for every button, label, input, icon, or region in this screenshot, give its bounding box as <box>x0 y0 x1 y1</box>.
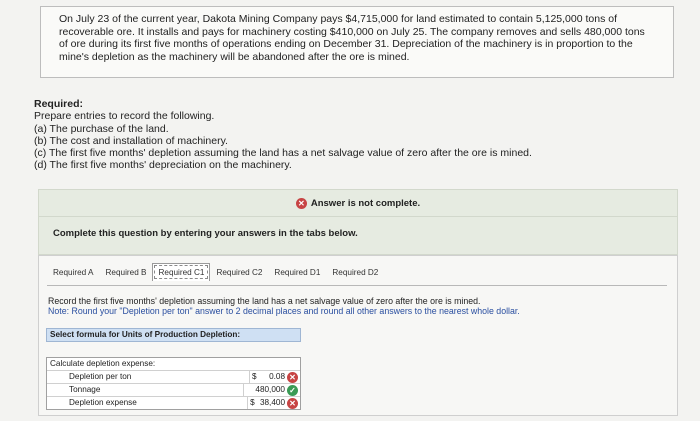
instruction-text: Complete this question by entering your answers in the tabs below. <box>53 228 358 239</box>
answer-status-bar <box>39 190 677 217</box>
calc-value: 480,000 <box>255 385 285 394</box>
required-item-c: (c) The first five months' depletion assuming the land has a net salvage value of zero after the ore is mined. <box>34 147 532 160</box>
x-icon: ✕ <box>296 198 307 209</box>
tab-required-c1[interactable]: Required C1 <box>152 263 210 281</box>
formula-select-label[interactable]: Select formula for Units of Production Depletion: <box>46 328 301 342</box>
calc-header: Calculate depletion expense: <box>50 359 156 368</box>
incorrect-x-icon: ✕ <box>287 398 298 409</box>
tab-required-b[interactable]: Required B <box>105 268 147 277</box>
depletion-calc-table <box>46 357 301 410</box>
calc-row-tonnage <box>47 383 300 396</box>
calc-header-row <box>47 358 300 370</box>
problem-text: On July 23 of the current year, Dakota Mining Company pays $4,715,000 for land estimated to contain 5,125,000 tons of recoverable ore. It installs and pays for machinery costing $410,000 on July 25. The company removes and sells 480,000 tons of ore during its first five months of operations ending on December 31. Depreciation of the machinery is in proportion to the mine's depletion as the machinery will be abandoned after the ore is mined. <box>59 13 645 63</box>
calc-row-depletion-per-ton <box>47 370 300 383</box>
required-item-a: (a) The purchase of the land. <box>34 122 169 135</box>
currency-symbol: $ <box>252 372 257 381</box>
currency-symbol <box>244 384 256 396</box>
tab-bar <box>47 263 384 281</box>
rounding-note: Note: Round your "Depletion per ton" answer to 2 decimal places and round all other answers to the nearest whole dollar. <box>48 306 520 316</box>
calc-row-label: Depletion per ton <box>47 371 250 383</box>
calc-value: 38,400 <box>259 398 285 407</box>
tab-required-c2[interactable]: Required C2 <box>216 268 263 277</box>
depletion-per-ton-input[interactable] <box>262 371 300 383</box>
incorrect-x-icon: ✕ <box>287 372 298 383</box>
answer-panel <box>38 189 678 255</box>
tab-required-d1[interactable]: Required D1 <box>274 268 321 277</box>
tab-required-d2[interactable]: Required D2 <box>332 268 379 277</box>
required-section <box>34 98 532 172</box>
tonnage-input[interactable] <box>255 384 300 396</box>
currency-symbol: $ <box>250 398 255 407</box>
required-heading: Required: <box>34 98 84 110</box>
required-intro: Prepare entries to record the following. <box>34 110 215 123</box>
calc-row-label: Tonnage <box>47 384 244 396</box>
problem-statement-box <box>40 6 674 78</box>
calc-row-label: Depletion expense <box>47 397 248 409</box>
answer-status-text: Answer is not complete. <box>310 197 421 209</box>
calc-value: 0.08 <box>269 372 285 381</box>
correct-check-icon: ✓ <box>287 385 298 396</box>
calc-row-depletion-expense <box>47 396 300 409</box>
depletion-expense-input[interactable] <box>260 397 300 409</box>
record-text: Record the first five months' depletion assuming the land has a net salvage value of zero after the ore is mined. <box>48 296 481 306</box>
tab-panel <box>38 255 678 416</box>
tab-required-a[interactable]: Required A <box>53 268 94 277</box>
tab-divider <box>47 285 667 286</box>
record-instructions <box>48 296 520 316</box>
required-item-b: (b) The cost and installation of machinery. <box>34 134 228 147</box>
required-item-d: (d) The first five months' depreciation on the machinery. <box>34 159 292 172</box>
